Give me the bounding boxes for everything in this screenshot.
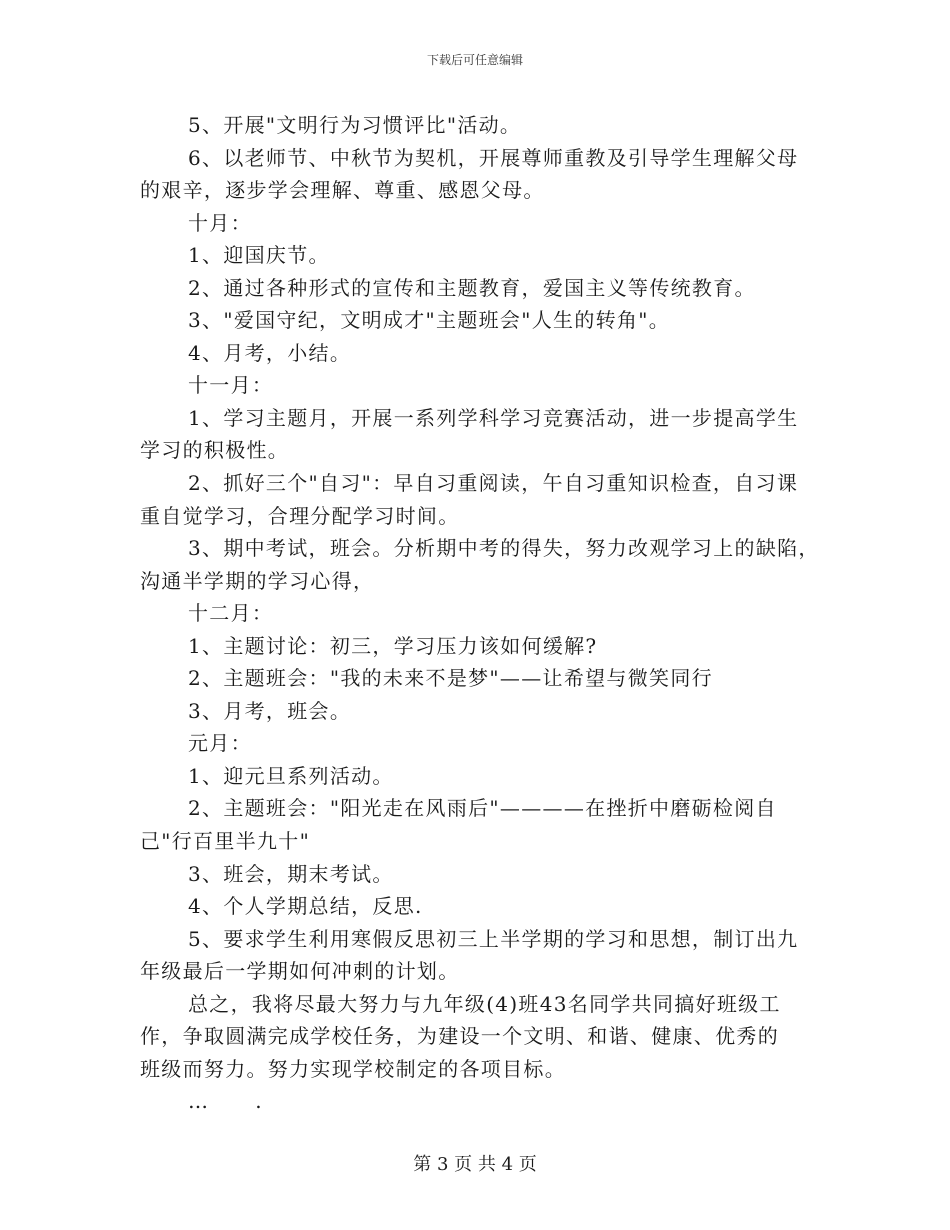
text-line: 5、要求学生利用寒假反思初三上半学期的学习和思想，制订出九 — [188, 926, 799, 951]
text-line: 3、期中考试，班会。分析期中考的得失，努力改观学习上的缺陷， — [188, 536, 820, 561]
ellipsis-line: … . — [188, 1089, 263, 1114]
document-body — [0, 109, 950, 1118]
text-line: 5、开展"文明行为习惯评比"活动。 — [188, 113, 522, 137]
text-line: 己"行百里半九十" — [140, 829, 311, 854]
page-number: 第 3 页 共 4 页 — [413, 1154, 537, 1175]
text-line: 2、抓好三个"自习"：早自习重阅读，午自习重知识检查，自习课 — [188, 471, 799, 496]
text-line: 3、班会，期末考试。 — [188, 861, 394, 886]
text-line: 学习的积极性。 — [140, 438, 290, 463]
section-heading-october: 十月： — [188, 210, 252, 235]
text-line: 1、迎国庆节。 — [188, 243, 330, 268]
page-header: 下载后可任意编辑 — [426, 53, 523, 67]
text-line: 重自觉学习，合理分配学习时间。 — [140, 503, 460, 528]
text-line: 1、学习主题月，开展一系列学科学习竞赛活动，进一步提高学生 — [188, 405, 799, 430]
section-heading-november: 十一月： — [188, 373, 274, 398]
text-line: 2、主题班会："阳光走在风雨后"————在挫折中磨砺检阅自 — [188, 796, 777, 821]
text-line: 3、"爱国守纪，文明成才"主题班会"人生的转角"。 — [188, 308, 671, 333]
text-line: 4、个人学期总结，反思. — [188, 894, 423, 919]
section-heading-december: 十二月： — [188, 601, 274, 626]
section-heading-january: 元月： — [188, 731, 252, 756]
text-line: 3、月考，班会。 — [188, 698, 352, 723]
text-line: 沟通半学期的学习心得， — [140, 568, 375, 593]
text-line: 6、以老师节、中秋节为契机，开展尊师重教及引导学生理解父母 — [188, 145, 799, 170]
conclusion-line: 班级而努力。努力实现学校制定的各项目标。 — [140, 1056, 566, 1081]
text-line: 2、主题班会："我的未来不是梦"——让希望与微笑同行 — [188, 666, 713, 691]
conclusion-line: 总之，我将尽最大努力与九年级(4)班43名同学共同搞好班级工 — [188, 991, 781, 1016]
text-line: 2、通过各种形式的宣传和主题教育，爱国主义等传统教育。 — [188, 275, 756, 300]
text-line: 1、迎元旦系列活动。 — [188, 763, 394, 788]
text-line: 的艰辛，逐步学会理解、尊重、感恩父母。 — [140, 178, 545, 203]
text-line: 1、主题讨论：初三，学习压力该如何缓解? — [188, 633, 598, 658]
text-line: 年级最后一学期如何冲刺的计划。 — [140, 959, 460, 984]
conclusion-line: 作，争取圆满完成学校任务，为建设一个文明、和谐、健康、优秀的 — [140, 1024, 779, 1049]
text-line: 4、月考，小结。 — [188, 340, 352, 365]
